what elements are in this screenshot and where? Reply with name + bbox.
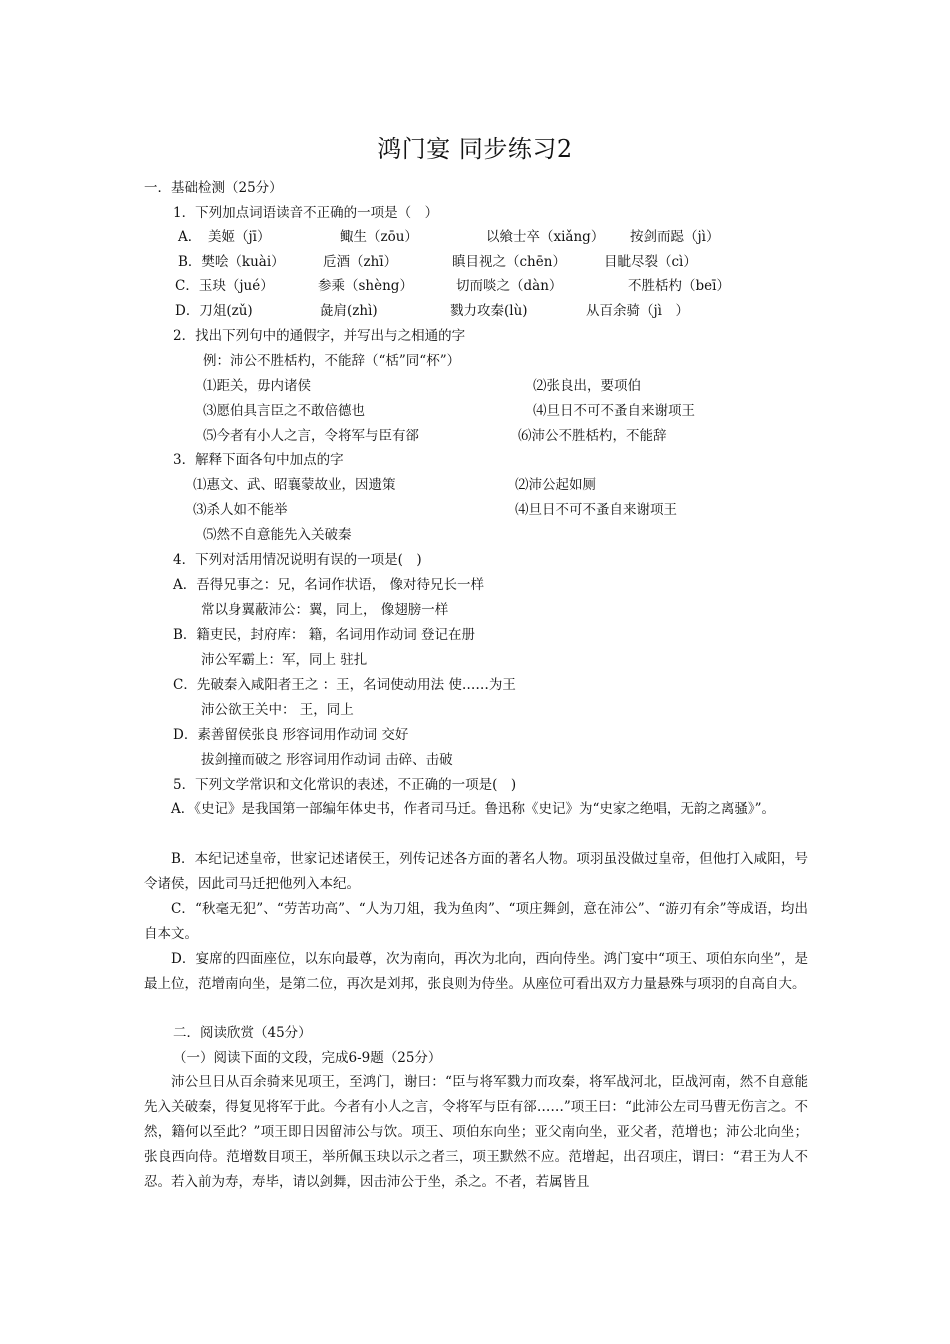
q1-c-3: 切而啖之（dàn） <box>456 278 563 294</box>
page-title: 鸿门宴 同步练习2 <box>377 135 573 163</box>
q1-c-4: 不胜栝杓（beī） <box>628 278 730 294</box>
q2-stem: 2．找出下列句中的通假字，并写出与之相通的字 <box>173 328 466 344</box>
q3-stem: 3．解释下面各句中加点的字 <box>173 452 344 468</box>
section-1-heading: 一．基础检测（25分） <box>144 180 283 196</box>
q1-a-1: A． 美姬（jī） <box>178 229 271 245</box>
q1-option-a <box>178 227 798 247</box>
q1-b-1: B．樊哙（kuài） <box>178 254 285 270</box>
q4-line-4: 沛公军霸上：军，同上 驻扎 <box>201 652 368 668</box>
q5-option-a: A．《史记》是我国第一部编年体史书，作者司马迁。鲁迅称《史记》为“史家之绝唱，无韵之离骚》”。 <box>171 801 776 817</box>
q1-a-3: 以飨士卒（xiǎng） <box>486 229 605 245</box>
q4-line-2: 常以身翼蔽沛公：翼，同上， 像翅膀一样 <box>201 602 449 618</box>
q3-item-3: ⑶杀人如不能举 <box>193 502 288 518</box>
reading-passage: 沛公旦日从百余骑来见项王，至鸿门，谢曰：“臣与将军戮力而攻秦，将军战河北，臣战河南，然不自意能先入关破秦，得复见将军于此。今者有小人之言，令将军与臣有郤……”项王曰：“此沛公左司马曹无伤言之。不然，籍何以至此？”项王即日因留沛公与饮。项王、项伯东向坐；亚父南向坐，亚父者，范增也；沛公北向坐；张良西向侍。范增数目项王，举所佩玉玦以示之者三，项王默然不应。范增起，出召项庄，谓曰：“君王为人不忍。若入前为寿，寿毕，请以剑舞，因击沛公于坐，杀之。不者，若属皆且 <box>144 1074 808 1190</box>
q1-option-c <box>175 276 795 296</box>
q1-d-4: 从百余骑（jì ） <box>586 303 690 319</box>
q1-a-2: 鲰生（zōu） <box>340 229 418 245</box>
q1-d-2: 彘肩(zhì) <box>320 303 378 319</box>
section-2-heading: 二．阅读欣赏（45分） <box>173 1025 312 1041</box>
q5-stem: 5．下列文学常识和文化常识的表述，不正确的一项是( ) <box>173 777 517 793</box>
q5-option-c: C．“秋毫无犯”、“劳苦功高”、“人为刀俎，我为鱼肉”、“项庄舞剑，意在沛公”、“游刃有余”等成语，均出自本文。 <box>144 901 808 942</box>
q2-item-1: ⑴距关，毋内诸侯 <box>203 378 311 394</box>
q2-item-3: ⑶愿伯具言臣之不敢倍德也 <box>203 403 365 419</box>
q2-item-6: ⑹沛公不胜栝杓，不能辞 <box>518 428 667 444</box>
q1-a-4: 按剑而跽（jì） <box>630 229 720 245</box>
q1-c-1: C．玉玦（jué） <box>175 278 274 294</box>
q1-b-3: 瞋目视之（chēn） <box>452 254 566 270</box>
q4-line-1: A．吾得兄事之：兄，名词作状语， 像对待兄长一样 <box>173 577 485 593</box>
reading-heading: （一）阅读下面的文段，完成6-9题（25分） <box>173 1050 442 1066</box>
q2-item-5: ⑸今者有小人之言，令将军与臣有郤 <box>203 428 419 444</box>
q2-item-4: ⑷旦日不可不蚤自来谢项王 <box>533 403 695 419</box>
q4-line-8: 拔剑撞而破之 形容词用作动词 击碎、击破 <box>201 752 453 768</box>
q1-option-d <box>175 301 795 321</box>
q1-stem: 1．下列加点词语读音不正确的一项是（ ） <box>173 205 439 221</box>
q1-c-2: 参乘（shèng） <box>318 278 413 294</box>
q4-stem: 4．下列对活用情况说明有误的一项是( ) <box>173 552 422 568</box>
q1-d-3: 戮力攻秦(lù) <box>450 303 528 319</box>
q4-line-6: 沛公欲王关中： 王，同上 <box>201 702 354 718</box>
q2-example: 例：沛公不胜栝杓，不能辞（“栝”同“杯”） <box>203 353 461 369</box>
q2-item-2: ⑵张良出，要项伯 <box>533 378 641 394</box>
q1-d-1: D．刀俎(zǔ) <box>175 303 253 319</box>
q5-option-b: B．本纪记述皇帝，世家记述诸侯王，列传记述各方面的著名人物。项羽虽没做过皇帝，但他打入咸阳，号令诸侯，因此司马迁把他列入本纪。 <box>144 851 808 892</box>
q1-b-4: 目眦尽裂（cì） <box>604 254 697 270</box>
q3-item-4: ⑷旦日不可不蚤自来谢项王 <box>515 502 677 518</box>
q1-b-2: 卮酒（zhī） <box>323 254 398 270</box>
q3-item-2: ⑵沛公起如厕 <box>515 477 596 493</box>
q1-option-b <box>178 252 798 272</box>
q5-option-d: D．宴席的四面座位，以东向最尊，次为南向，再次为北向，西向侍坐。鸿门宴中“项王、项伯东向坐”，是最上位，范增南向坐，是第二位，再次是刘邦，张良则为侍坐。从座位可看出双方力量悬殊与项羽的自高自大。 <box>144 951 808 992</box>
q4-line-3: B．籍吏民，封府库： 籍，名词用作动词 登记在册 <box>173 627 476 643</box>
q3-item-1: ⑴惠文、武、昭襄蒙故业，因遗策 <box>193 477 396 493</box>
q4-line-7: D．素善留侯张良 形容词用作动词 交好 <box>173 727 409 743</box>
q4-line-5: C．先破秦入咸阳者王之 ：王，名词使动用法 使……为王 <box>173 677 516 693</box>
q3-item-5: ⑸然不自意能先入关破秦 <box>203 527 352 543</box>
